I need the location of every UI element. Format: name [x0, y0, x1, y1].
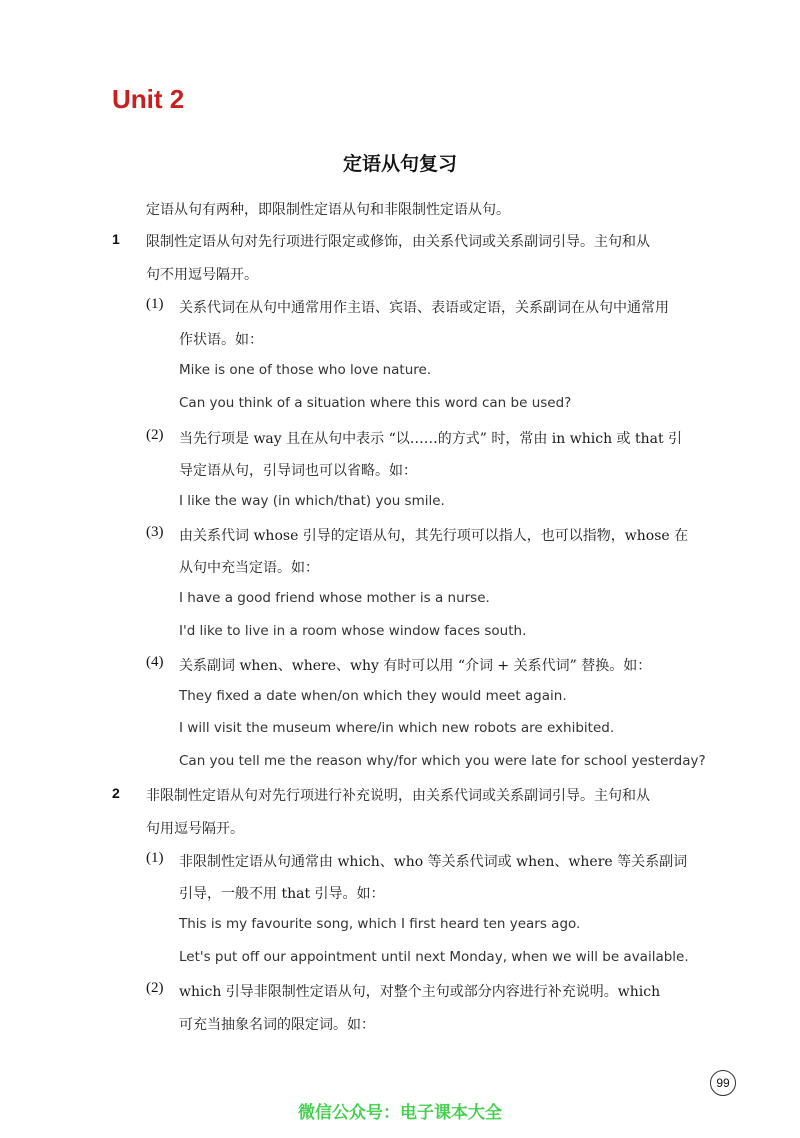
- example-1-2-a: I like the way (in which/that) you smile.: [179, 493, 445, 509]
- point-1-3-line-2: 从句中充当定语。如：: [179, 560, 319, 576]
- page-number: 99: [710, 1070, 736, 1096]
- point-2-2-number: (2): [146, 980, 164, 996]
- section-1-line-2: 句不用逗号隔开。: [146, 267, 258, 283]
- point-1-2-line-1: 当先行项是 way 且在从句中表示 “以……的方式” 时，常由 in which 或 that 引: [179, 431, 683, 447]
- section-1-number: 1: [112, 231, 120, 247]
- intro-text: 定语从句有两种，即限制性定语从句和非限制性定语从句。: [146, 202, 510, 218]
- point-2-2-line-1: which 引导非限制性定语从句，对整个主句或部分内容进行补充说明。which: [179, 984, 661, 1000]
- example-1-1-a: Mike is one of those who love nature.: [179, 362, 432, 378]
- page-title: 定语从句复习: [342, 153, 457, 175]
- point-1-3-line-1: 由关系代词 whose 引导的定语从句，其先行项可以指人，也可以指物，whose 在: [179, 528, 689, 544]
- point-1-2-line-2: 导定语从句，引导词也可以省略。如：: [179, 463, 417, 479]
- point-2-1-number: (1): [146, 850, 164, 866]
- example-1-3-a: I have a good friend whose mother is a nurse.: [179, 590, 490, 606]
- point-1-4-number: (4): [146, 654, 164, 670]
- point-1-4-line-1: 关系副词 when、where、why 有时可以用 “介词 + 关系代词” 替换。如：: [179, 658, 652, 674]
- footer-watermark: 微信公众号：电子课本大全: [298, 1103, 502, 1123]
- point-2-2-line-2: 可充当抽象名词的限定词。如：: [179, 1017, 375, 1033]
- point-2-1-line-2: 引导，一般不用 that 引导。如：: [179, 886, 385, 902]
- point-1-2-number: (2): [146, 427, 164, 443]
- example-2-1-b: Let's put off our appointment until next Monday, when we will be available.: [179, 949, 689, 965]
- section-1-line-1: 限制性定语从句对先行项进行限定或修饰，由关系代词或关系副词引导。主句和从: [146, 234, 650, 250]
- unit-heading: Unit 2: [112, 84, 185, 114]
- example-2-1-a: This is my favourite song, which I first heard ten years ago.: [179, 916, 581, 932]
- point-1-1-line-2: 作状语。如：: [179, 332, 263, 348]
- point-1-1-number: (1): [146, 296, 164, 312]
- point-2-1-line-1: 非限制性定语从句通常由 which、who 等关系代词或 when、where 等关系副词: [179, 854, 688, 870]
- section-2-number: 2: [112, 785, 120, 801]
- example-1-4-b: I will visit the museum where/in which new robots are exhibited.: [179, 720, 615, 736]
- section-2-line-2: 句用逗号隔开。: [146, 821, 244, 837]
- example-1-1-b: Can you think of a situation where this word can be used?: [179, 395, 572, 411]
- point-1-1-line-1: 关系代词在从句中通常用作主语、宾语、表语或定语，关系副词在从句中通常用: [179, 300, 669, 316]
- example-1-4-a: They fixed a date when/on which they would meet again.: [179, 688, 567, 704]
- point-1-3-number: (3): [146, 524, 164, 540]
- section-2-line-1: 非限制性定语从句对先行项进行补充说明，由关系代词或关系副词引导。主句和从: [146, 788, 650, 804]
- example-1-3-b: I'd like to live in a room whose window faces south.: [179, 623, 527, 639]
- example-1-4-c: Can you tell me the reason why/for which you were late for school yesterday?: [179, 753, 706, 769]
